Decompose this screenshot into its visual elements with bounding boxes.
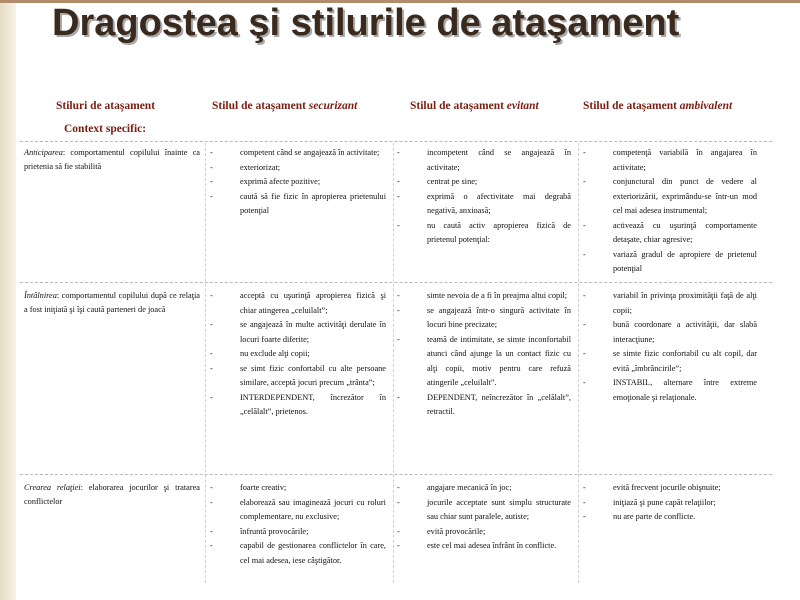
list-item: - DEPENDENT, neîncrezător în „celălalt”, retractil. [397,391,571,420]
list-item: - se simt fizic confortabil cu alte persoane similare, acceptă jocuri precum „trânta”; [210,362,386,391]
header-context: Context specific: [64,123,147,135]
slide-title: Dragostea şi stilurile de ataşament [52,2,680,44]
list-item: - exteriorizat; [210,161,386,176]
list-item: - înfruntă provocările; [210,525,386,540]
cell-ambivalent-crearea-relatiei [583,481,757,525]
header-securizant [212,100,357,112]
list-item: - exprimă o afectivitate mai degrabă negativă, anxioasă; [397,190,571,219]
table-divider [20,141,772,142]
context-term: Întâlnirea [24,291,57,300]
slide-side-band [0,0,16,600]
list-item: - variază gradul de apropiere de prietenul potenţial [583,248,757,277]
cell-securizant-anticiparea [210,146,386,219]
list-item: - capabil de gestionarea conflictelor în care, cel mai adesea, iese câştigător. [210,539,386,568]
list-item: - foarte creativ; [210,481,386,496]
list-item: - se angajează într-o singură activitate în locuri bine precizate; [397,304,571,333]
list-item: - nu exclude alţi copii; [210,347,386,362]
header-ambivalent [583,100,732,112]
context-term: Crearea relaţiei [24,483,81,492]
header-evitant [410,100,539,112]
context-text: : comportamentul copilului înainte ca prietenia să fie stabilită [24,148,200,171]
list-item: - iniţiază şi pune capăt relaţiilor; [583,496,757,511]
cell-evitant-crearea-relatiei [397,481,571,554]
header-ambivalent-style: ambivalent [679,100,733,112]
column-divider [578,143,579,583]
list-item: - nu are parte de conflicte. [583,510,757,525]
list-item: - se angajează în multe activităţi derulate în locuri foarte diferite; [210,318,386,347]
cell-ambivalent-anticiparea [583,146,757,277]
list-item: - teamă de intimitate, se simte inconfortabil atunci când ajunge la un contact fizic cu alţi copii, motiv pentru care refuză atingerile „celuilalt”. [397,333,571,391]
list-item: - este cel mai adesea înfrânt în conflicte. [397,539,571,554]
list-item: - simte nevoia de a fi în preajma altui copil; [397,289,571,304]
context-text: : elaborarea jocurilor şi tratarea conflictelor [24,483,200,506]
table-divider [20,474,772,475]
list-item: - elaborează sau imaginează jocuri cu roluri complementare, nu exclusive; [210,496,386,525]
header-securizant-prefix: Stilul de ataşament [212,100,309,112]
list-item: - nu caută activ apropierea fizică de prietenul potenţial: [397,219,571,248]
list-item: - centrat pe sine; [397,175,571,190]
list-item: - INTERDEPENDENT, încrezător în „celălalt”, prietenos. [210,391,386,420]
list-item: - bună coordonare a activităţii, dar slabă interacţiune; [583,318,757,347]
list-item: - evită frecvent jocurile obişnuite; [583,481,757,496]
list-item: - acceptă cu uşurinţă apropierea fizică şi chiar atingerea „celuilalt”; [210,289,386,318]
row-context-crearea-relatiei [24,481,200,509]
header-attachment-styles: Stiluri de ataşament [56,100,156,112]
cell-ambivalent-intalnirea [583,289,757,405]
context-term: Anticiparea [24,148,63,157]
column-divider [393,143,394,583]
list-item: - caută să fie fizic în apropierea prietenului potenţial [210,190,386,219]
header-ambivalent-prefix: Stilul de ataşament [583,100,680,112]
list-item: - INSTABIL, alternare între extreme emoţionale şi relaţionale. [583,376,757,405]
table-divider [20,282,772,283]
list-item: - incompetent când se angajează în activitate; [397,146,571,175]
row-context-intalnirea [24,289,200,317]
context-text: : comportamentul copilului după ce relaţia a fost iniţiată şi îşi caută parteneri de joacă [24,291,200,314]
cell-securizant-intalnirea [210,289,386,420]
cell-evitant-intalnirea [397,289,571,420]
list-item: - angajare mecanică în joc; [397,481,571,496]
list-item: - competent când se angajează în activitate; [210,146,386,161]
list-item: - exprimă afecte pozitive; [210,175,386,190]
list-item: - conjunctural din punct de vedere al exteriorizării, exprimându-se într-un mod cel mai adesea instrumental; [583,175,757,219]
list-item: - se simte fizic confortabil cu alt copil, dar evită „îmbrâncirile”; [583,347,757,376]
list-item: - competenţă variabilă în angajarea în activitate; [583,146,757,175]
row-context-anticiparea [24,146,200,174]
header-evitant-prefix: Stilul de ataşament [410,100,507,112]
list-item: - jocurile acceptate sunt simplu structurate sau chiar sunt paralele, autiste; [397,496,571,525]
list-item: - variabil în privinţa proximităţii faţă de alţi copii; [583,289,757,318]
header-securizant-style: securizant [308,100,358,112]
list-item: - activează cu uşurinţă comportamente detaşate, chiar agresive; [583,219,757,248]
cell-evitant-anticiparea [397,146,571,248]
column-divider [205,143,206,583]
header-evitant-style: evitant [506,100,539,112]
cell-securizant-crearea-relatiei [210,481,386,568]
list-item: - evită provocările; [397,525,571,540]
